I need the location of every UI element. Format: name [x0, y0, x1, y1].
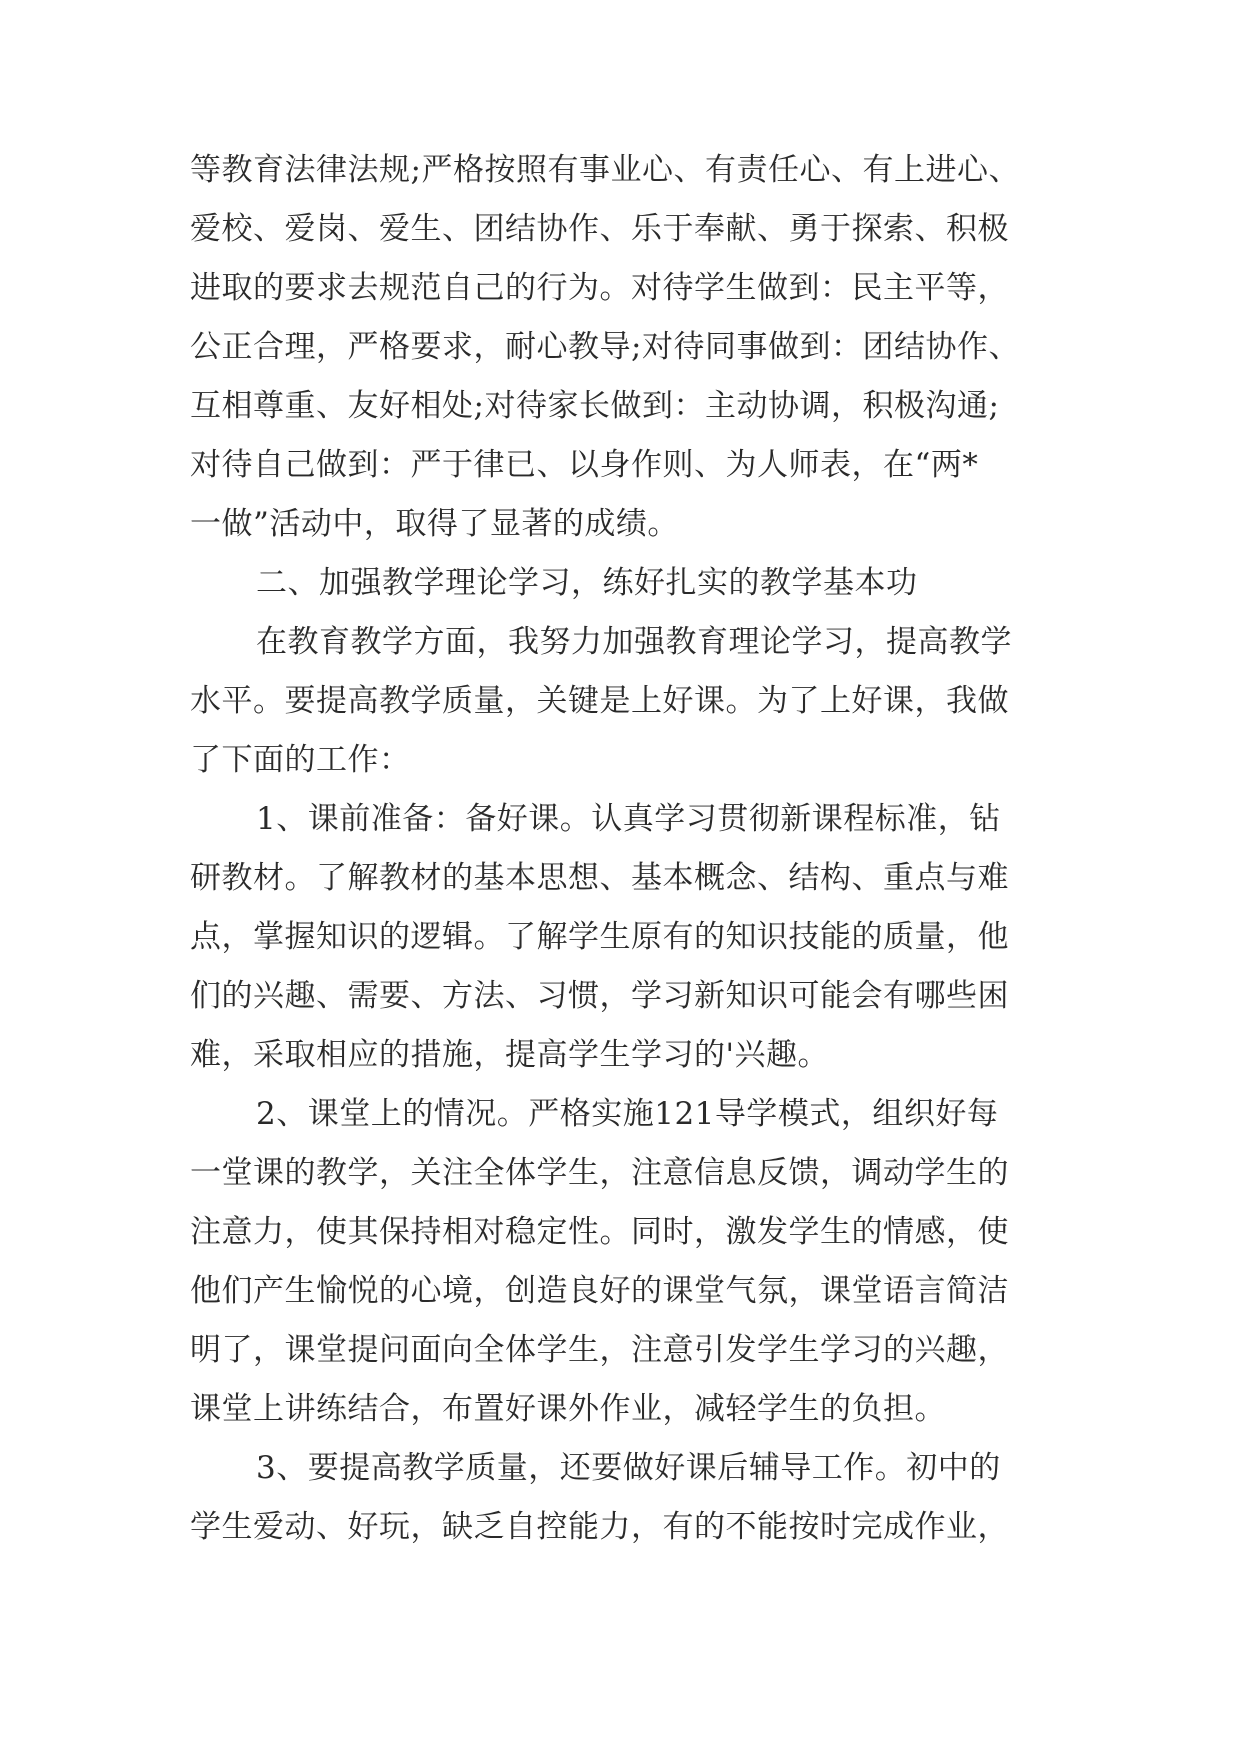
- text-line: 进取的要求去规范自己的行为。对待学生做到：民主平等，: [190, 270, 1009, 306]
- paragraph-first-line: 1、课前准备：备好课。认真学习贯彻新课程标准，钻: [256, 801, 1001, 837]
- paragraph-first-line: 在教育教学方面，我努力加强教育理论学习，提高教学: [256, 624, 1012, 660]
- text-line: 明了，课堂提问面向全体学生，注意引发学生学习的兴趣，: [190, 1332, 1009, 1368]
- text-line: 点，掌握知识的逻辑。了解学生原有的知识技能的质量，他: [190, 919, 1009, 955]
- text-line: 们的兴趣、需要、方法、习惯，学习新知识可能会有哪些困: [190, 978, 1009, 1014]
- section-heading: 二、加强教学理论学习，练好扎实的教学基本功: [256, 565, 918, 601]
- text-line: 等教育法律法规;严格按照有事业心、有责任心、有上进心、: [190, 152, 1020, 188]
- text-line: 爱校、爱岗、爱生、团结协作、乐于奉献、勇于探索、积极: [190, 211, 1009, 247]
- text-line: 研教材。了解教材的基本思想、基本概念、结构、重点与难: [190, 860, 1009, 896]
- paragraph-first-line: 2、课堂上的情况。严格实施121导学模式，组织好每: [256, 1096, 999, 1132]
- text-line: 水平。要提高教学质量，关键是上好课。为了上好课，我做: [190, 683, 1009, 719]
- text-line: 一堂课的教学，关注全体学生，注意信息反馈，调动学生的: [190, 1155, 1009, 1191]
- text-line: 了下面的工作：: [190, 742, 411, 778]
- text-line: 难，采取相应的措施，提高学生学习的'兴趣。: [190, 1037, 830, 1073]
- text-line: 一做”活动中，取得了显著的成绩。: [190, 506, 679, 542]
- text-line: 互相尊重、友好相处;对待家长做到：主动协调，积极沟通;: [190, 388, 1000, 424]
- paragraph-first-line: 3、要提高教学质量，还要做好课后辅导工作。初中的: [256, 1450, 1001, 1486]
- text-line: 公正合理，严格要求，耐心教导;对待同事做到：团结协作、: [190, 329, 1020, 365]
- text-line: 课堂上讲练结合，布置好课外作业，减轻学生的负担。: [190, 1391, 946, 1427]
- text-line: 学生爱动、好玩，缺乏自控能力，有的不能按时完成作业，: [190, 1509, 1009, 1545]
- text-line: 他们产生愉悦的心境，创造良好的课堂气氛，课堂语言简洁: [190, 1273, 1009, 1309]
- text-line: 对待自己做到：严于律已、以身作则、为人师表，在“两*: [190, 447, 979, 483]
- text-line: 注意力，使其保持相对稳定性。同时，激发学生的情感，使: [190, 1214, 1009, 1250]
